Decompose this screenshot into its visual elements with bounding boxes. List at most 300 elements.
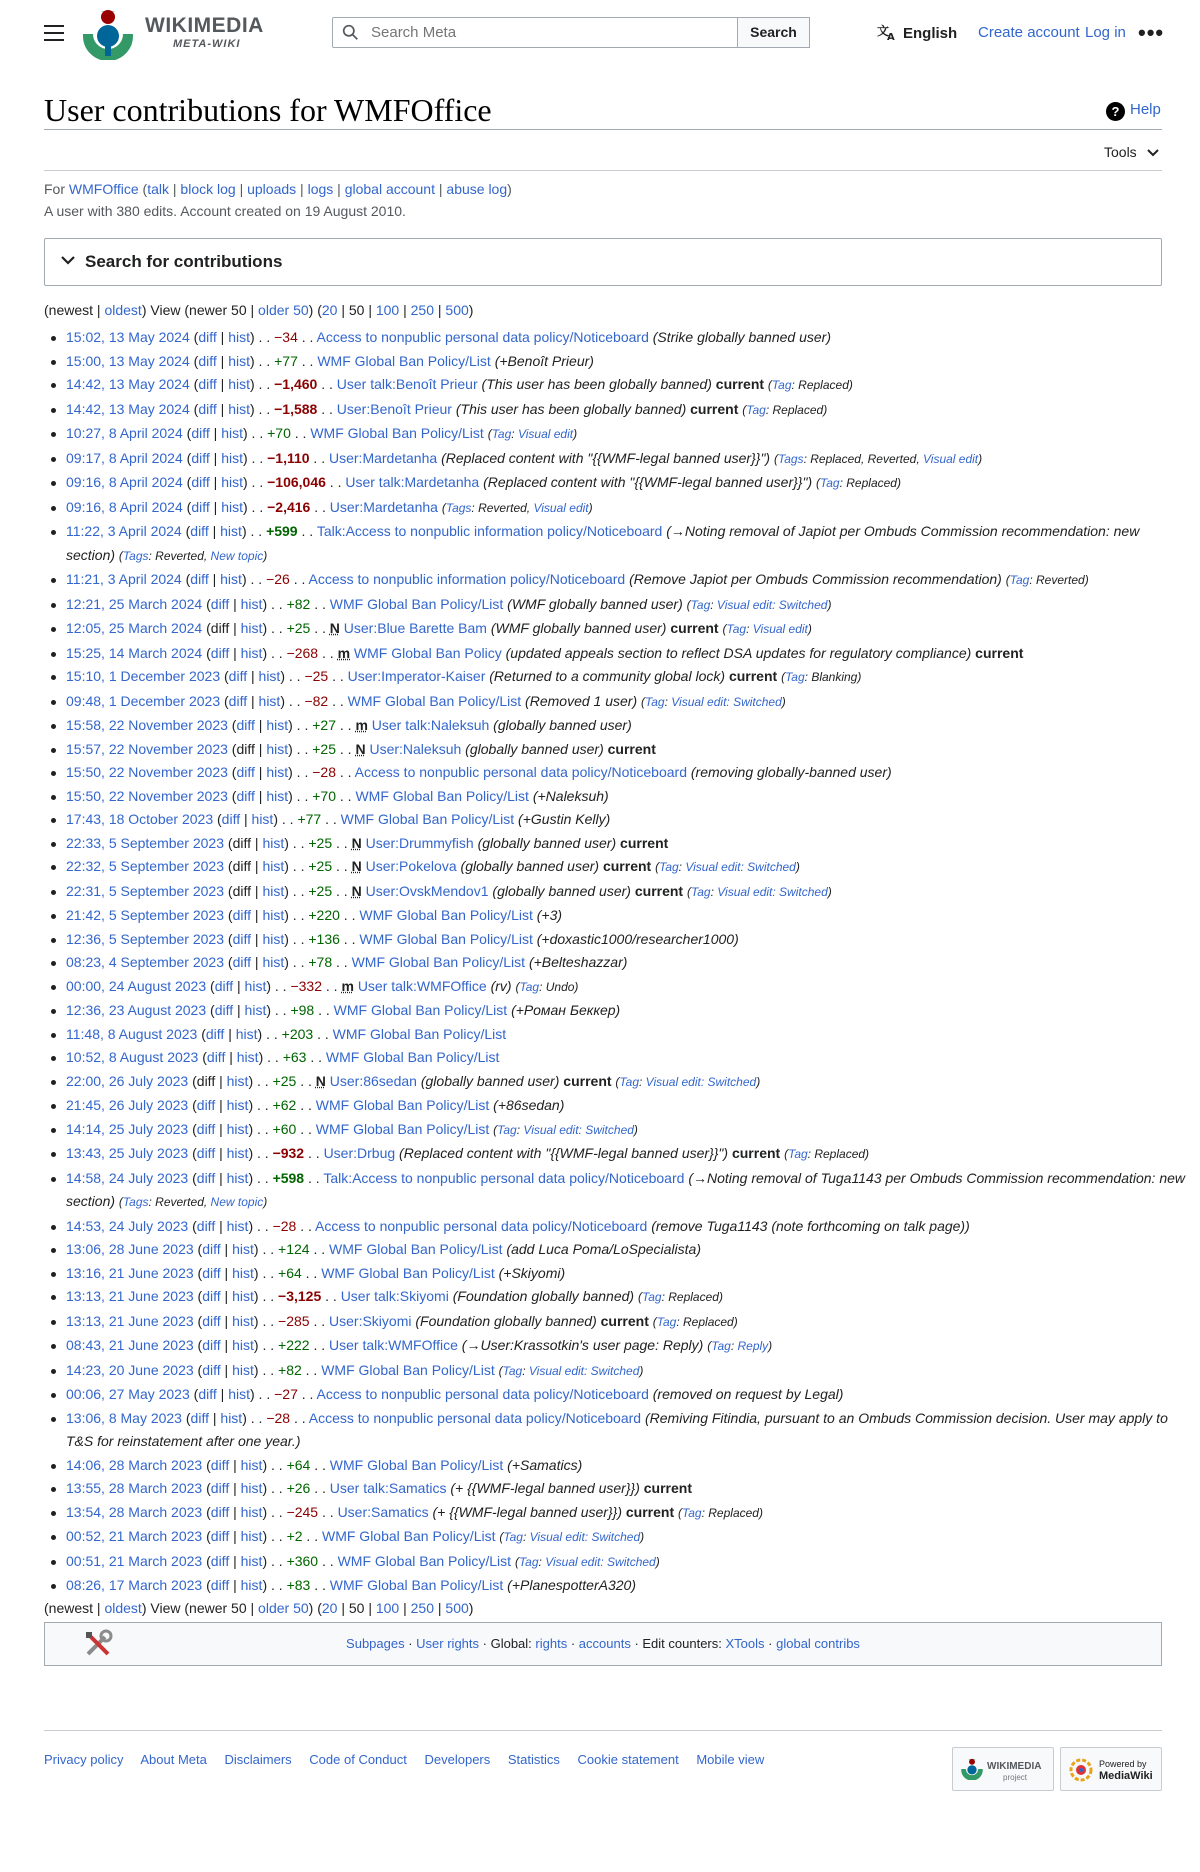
limit-250-link[interactable]: 250: [410, 1600, 434, 1616]
oldest-link[interactable]: oldest: [104, 302, 142, 318]
footer-link-mobile-view[interactable]: Mobile view: [696, 1752, 765, 1767]
diff-link[interactable]: diff: [191, 474, 210, 490]
older-link[interactable]: older 50: [258, 1600, 309, 1616]
diff-link[interactable]: diff: [202, 1241, 221, 1257]
older-link[interactable]: older 50: [258, 302, 309, 318]
hist-link[interactable]: hist: [244, 1002, 267, 1018]
hist-link[interactable]: hist: [232, 1361, 254, 1378]
footer-link-about[interactable]: About Meta: [140, 1752, 207, 1767]
hist-link[interactable]: hist: [262, 858, 285, 874]
logo-wordmark[interactable]: [145, 14, 264, 50]
tags-link[interactable]: Tag: [503, 1530, 523, 1544]
contribution-row: 17:43, 18 October 2023 (diff | hist) . . +77 . . WMF Global Ban Policy/List (+Gustin Kelly): [66, 808, 1186, 832]
hist-link[interactable]: hist: [262, 907, 285, 923]
page-link[interactable]: WMF Global Ban Policy/List: [321, 1264, 495, 1281]
diff-link[interactable]: diff: [210, 1552, 230, 1569]
revision-date-link[interactable]: 13:06, 8 May 2023: [66, 1409, 182, 1426]
diff-link[interactable]: diff: [236, 764, 255, 780]
revision-date-link[interactable]: 22:33, 5 September 2023: [66, 834, 225, 851]
diff-link[interactable]: diff: [190, 523, 209, 539]
footer-link-developers[interactable]: Developers: [424, 1752, 491, 1767]
diff-link[interactable]: diff: [196, 1097, 216, 1113]
size-diff: −285: [278, 1312, 310, 1329]
revision-date-link[interactable]: 15:25, 14 March 2024: [66, 644, 203, 661]
page-link[interactable]: WMF Global Ban Policy/List: [325, 1049, 500, 1065]
page-link[interactable]: User talk:Mardetanha: [345, 474, 480, 490]
revision-date-link[interactable]: 14:58, 24 July 2023: [66, 1169, 189, 1186]
hist-link[interactable]: hist: [228, 329, 250, 345]
size-diff: −28: [266, 1409, 291, 1426]
tags-link[interactable]: Tag: [502, 1363, 523, 1378]
revision-date-link[interactable]: 09:16, 8 April 2024: [66, 474, 183, 490]
diff-link[interactable]: diff: [228, 692, 248, 709]
revision-date-link[interactable]: 08:26, 17 March 2023: [66, 1577, 203, 1593]
revision-date-link[interactable]: 00:06, 27 May 2023: [66, 1386, 190, 1402]
edit-summary-text: +PlanespotterA320: [511, 1577, 632, 1593]
diff-link[interactable]: diff: [236, 717, 255, 733]
diff-link[interactable]: diff: [190, 571, 209, 587]
hist-link[interactable]: hist: [226, 1072, 249, 1089]
hist-link[interactable]: hist: [232, 1264, 254, 1281]
diff-link[interactable]: diff: [210, 1528, 230, 1544]
revision-date-link[interactable]: 13:43, 25 July 2023: [66, 1145, 189, 1161]
tags-link[interactable]: Tags: [122, 548, 149, 563]
contribution-row: 15:02, 13 May 2024 (diff | hist) . . −34 . . Access to nonpublic personal data policy/Noticeboard (Strike globally banned user): [66, 326, 1186, 350]
hist-link[interactable]: hist: [240, 620, 263, 636]
revision-date-link[interactable]: 08:43, 21 June 2023: [66, 1337, 194, 1353]
tags-link[interactable]: Tag: [641, 1290, 662, 1304]
hist-link[interactable]: hist: [262, 834, 285, 851]
hist-link[interactable]: hist: [232, 1312, 254, 1329]
page-link[interactable]: User talk:Naleksuh: [371, 717, 490, 733]
revision-date-link[interactable]: 09:48, 1 December 2023: [66, 692, 221, 709]
revision-date-link[interactable]: 13:16, 21 June 2023: [66, 1264, 194, 1281]
page-link[interactable]: WMF Global Ban Policy/List: [321, 1528, 496, 1544]
diff-link[interactable]: diff: [202, 1337, 221, 1353]
page-link[interactable]: User:OvskMendov1: [365, 882, 489, 899]
hist-link[interactable]: hist: [240, 1528, 263, 1544]
footer-link-cookie-statement[interactable]: Cookie statement: [577, 1752, 679, 1767]
page-link[interactable]: WMF Global Ban Policy/List: [315, 1097, 490, 1113]
diff-link[interactable]: diff: [196, 1169, 216, 1186]
diff-link[interactable]: diff: [198, 352, 217, 369]
page-link[interactable]: User:Skiyomi: [329, 1312, 412, 1329]
diff-link[interactable]: diff: [210, 1577, 230, 1593]
hist-link[interactable]: hist: [262, 930, 285, 947]
revision-date-link[interactable]: 12:36, 23 August 2023: [66, 1002, 207, 1018]
diff-link[interactable]: diff: [236, 787, 255, 804]
block-log-link[interactable]: block log: [180, 181, 236, 197]
revision-date-link[interactable]: 10:52, 8 August 2023: [66, 1049, 199, 1065]
hist-link[interactable]: hist: [258, 692, 281, 709]
revision-date-link[interactable]: 12:05, 25 March 2024: [66, 620, 203, 636]
diff-link[interactable]: diff: [191, 449, 210, 466]
page-link[interactable]: User:Samatics: [337, 1503, 429, 1520]
limit-20-link[interactable]: 20: [321, 1600, 338, 1616]
revision-date-link[interactable]: 15:57, 22 November 2023: [66, 740, 228, 757]
revision-date-link[interactable]: 14:14, 25 July 2023: [66, 1120, 189, 1137]
hist-link[interactable]: hist: [228, 1386, 250, 1402]
tag-item[interactable]: New topic: [210, 1195, 264, 1209]
tags-link[interactable]: Tag: [645, 694, 665, 709]
edit-summary: (→Noting removal of Japiot per Ombuds Commission recommendation: new section): [66, 523, 1140, 563]
limit-250-link[interactable]: 250: [410, 302, 434, 318]
tag-item[interactable]: Visual edit: Switched: [545, 1554, 656, 1569]
page-link[interactable]: User:Benoît Prieur: [336, 400, 452, 417]
revision-date-link[interactable]: 09:16, 8 April 2024: [66, 498, 183, 515]
hist-link[interactable]: hist: [266, 787, 289, 804]
page-link[interactable]: WMF Global Ban Policy/List: [310, 425, 484, 441]
revision-date-link[interactable]: 11:21, 3 April 2024: [66, 571, 182, 587]
hist-link[interactable]: hist: [220, 1409, 243, 1426]
diff-link[interactable]: diff: [191, 425, 210, 441]
tag-item[interactable]: Visual edit: [752, 622, 808, 636]
diff-link[interactable]: diff: [221, 811, 241, 827]
page-link[interactable]: WMF Global Ban Policy/List: [329, 595, 504, 612]
tag-item[interactable]: Visual edit: [922, 451, 979, 466]
page-link[interactable]: User:Mardetanha: [329, 498, 438, 515]
tags-link[interactable]: Tag: [619, 1074, 639, 1089]
diff-link[interactable]: diff: [210, 1503, 230, 1520]
tag-item[interactable]: Visual edit: Switched: [523, 1122, 634, 1137]
tags-link[interactable]: Tag: [497, 1122, 517, 1137]
edit-summary: (→User:Krassotkin's user page: Reply): [461, 1337, 704, 1353]
logs-link[interactable]: logs: [307, 181, 334, 197]
diff-link[interactable]: diff: [214, 1002, 234, 1018]
tag-item: Undo: [545, 979, 575, 994]
page-link[interactable]: User:Mardetanha: [329, 449, 438, 466]
tags-link[interactable]: Tags: [777, 451, 804, 466]
hist-link[interactable]: hist: [240, 595, 263, 612]
diff-link[interactable]: diff: [232, 930, 252, 947]
diff-link[interactable]: diff: [210, 1456, 230, 1473]
page-link[interactable]: WMF Global Ban Policy/List: [317, 352, 491, 369]
revision-date-link[interactable]: 15:00, 13 May 2024: [66, 352, 190, 369]
talk-link[interactable]: talk: [147, 181, 169, 197]
page-link[interactable]: WMF Global Ban Policy/List: [329, 1577, 504, 1593]
diff-link[interactable]: diff: [190, 1409, 209, 1426]
page-link[interactable]: User:Pokelova: [365, 858, 457, 874]
page-link[interactable]: WMF Global Ban Policy/List: [333, 1002, 508, 1018]
hist-link[interactable]: hist: [235, 1025, 258, 1042]
revision-date-link[interactable]: 14:06, 28 March 2023: [66, 1456, 203, 1473]
page-link[interactable]: Access to nonpublic personal data policy/Noticeboard: [316, 329, 649, 345]
hist-link[interactable]: hist: [236, 1049, 259, 1065]
hist-link[interactable]: hist: [226, 1169, 249, 1186]
diff-link[interactable]: diff: [210, 595, 230, 612]
search-button[interactable]: Search: [738, 17, 810, 48]
language-selector[interactable]: [877, 23, 957, 42]
uploads-link[interactable]: uploads: [247, 181, 297, 197]
diff-link[interactable]: diff: [198, 376, 217, 392]
tags-link[interactable]: Tag: [519, 979, 540, 994]
page-link[interactable]: Talk:Access to nonpublic personal data policy/Noticeboard: [323, 1169, 685, 1186]
limit-20-link[interactable]: 20: [321, 302, 338, 318]
page-link[interactable]: WMF Global Ban Policy/List: [329, 1241, 503, 1257]
diff-link[interactable]: diff: [191, 498, 210, 515]
tag-item[interactable]: Visual edit: Switched: [716, 597, 828, 612]
footer-link-privacy[interactable]: Privacy policy: [44, 1752, 124, 1767]
diff-link[interactable]: diff: [202, 1264, 221, 1281]
help-link[interactable]: [1106, 101, 1161, 121]
global-contribs-link[interactable]: global contribs: [776, 1636, 860, 1651]
powered-by-mediawiki-badge[interactable]: [1060, 1747, 1162, 1791]
oldest-link[interactable]: oldest: [104, 1600, 142, 1616]
revision-date-link[interactable]: 22:00, 26 July 2023: [66, 1072, 189, 1089]
limit-500-link[interactable]: 500: [445, 302, 469, 318]
revision-date-link[interactable]: 15:50, 22 November 2023: [66, 787, 228, 804]
footer-link-disclaimers[interactable]: Disclaimers: [224, 1752, 292, 1767]
tags-link[interactable]: Tag: [785, 670, 805, 684]
revision-date-link[interactable]: 13:13, 21 June 2023: [66, 1288, 194, 1304]
tag-item: Blanking: [811, 670, 858, 684]
page-link[interactable]: WMF Global Ban Policy/List: [321, 1361, 495, 1378]
page-link[interactable]: WMF Global Ban Policy/List: [351, 954, 526, 970]
diff-link[interactable]: diff: [228, 668, 248, 684]
global-accounts-link[interactable]: accounts: [578, 1636, 631, 1651]
page-link[interactable]: User talk:Skiyomi: [340, 1288, 449, 1304]
diff-link[interactable]: diff: [210, 644, 230, 661]
tags-link[interactable]: Tag: [656, 1314, 677, 1329]
hist-link[interactable]: hist: [240, 1577, 263, 1593]
page-link[interactable]: User:Drbug: [323, 1145, 396, 1161]
footer-link-code-of-conduct[interactable]: Code of Conduct: [309, 1752, 407, 1767]
tags-link[interactable]: Tag: [711, 1339, 731, 1353]
diff-link[interactable]: diff: [196, 1120, 216, 1137]
tag-item[interactable]: Visual edit: Switched: [645, 1074, 757, 1089]
diff-link[interactable]: diff: [202, 1312, 221, 1329]
page-link[interactable]: Access to nonpublic personal data policy/Noticeboard: [354, 764, 687, 780]
tag-item[interactable]: Visual edit: Switched: [671, 694, 782, 709]
hist-link[interactable]: hist: [228, 400, 250, 417]
tools-menu[interactable]: [1104, 144, 1159, 160]
revision-date-link[interactable]: 17:43, 18 October 2023: [66, 811, 214, 827]
page-link[interactable]: User talk:Benoît Prieur: [336, 376, 478, 392]
xtools-link[interactable]: XTools: [725, 1636, 765, 1651]
tag-item: Reverted: [155, 548, 204, 563]
tags-link[interactable]: Tags: [122, 1195, 149, 1209]
diff-link[interactable]: diff: [198, 400, 217, 417]
diff-link[interactable]: diff: [196, 1217, 216, 1234]
tags-link[interactable]: Tag: [682, 1505, 702, 1520]
revision-date-link[interactable]: 15:58, 22 November 2023: [66, 717, 228, 733]
tags-link[interactable]: Tag: [659, 860, 679, 874]
hist-link[interactable]: hist: [221, 425, 243, 441]
hist-link[interactable]: hist: [226, 1097, 249, 1113]
tags-link[interactable]: Tag: [788, 1147, 808, 1161]
wikimedia-logo-icon[interactable]: [82, 8, 134, 60]
abuse-log-link[interactable]: abuse log: [446, 181, 508, 197]
page-link[interactable]: WMF Global Ban Policy/List: [359, 930, 533, 947]
limit-100-link[interactable]: 100: [375, 1600, 400, 1616]
hist-link[interactable]: hist: [266, 764, 289, 780]
create-account-link[interactable]: Create account: [978, 24, 1080, 41]
page-link[interactable]: User:Naleksuh: [369, 740, 462, 757]
tags-link[interactable]: Tag: [1009, 573, 1030, 587]
tag-item[interactable]: Visual edit: Switched: [685, 860, 796, 874]
pager-nav-bottom: (newest | oldest) View (newer 50 | older 50) (20 | 50 | 100 | 250 | 500): [44, 1600, 474, 1616]
page-link[interactable]: User:Blue Barette Bam: [343, 620, 487, 636]
page-link[interactable]: WMF Global Ban Policy/List: [337, 1552, 512, 1569]
page-link[interactable]: WMF Global Ban Policy/List: [340, 811, 515, 827]
hist-link[interactable]: hist: [232, 1337, 254, 1353]
hist-link[interactable]: hist: [221, 449, 243, 466]
wikimedia-logo-icon: [961, 1758, 983, 1780]
hist-link[interactable]: hist: [258, 668, 281, 684]
hist-link[interactable]: hist: [240, 1552, 263, 1569]
diff-link[interactable]: diff: [206, 1049, 226, 1065]
page-link[interactable]: WMF Global Ban Policy/List: [359, 907, 533, 923]
revision-date-link[interactable]: 09:17, 8 April 2024: [66, 449, 183, 466]
tags-link[interactable]: Tag: [690, 597, 711, 612]
page-link[interactable]: User:Imperator-Kaiser: [347, 668, 486, 684]
page-link[interactable]: User:Drummyfish: [365, 834, 474, 851]
hist-link[interactable]: hist: [226, 1145, 249, 1161]
hist-link[interactable]: hist: [251, 811, 274, 827]
page-link[interactable]: WMF Global Ban Policy/List: [332, 1025, 507, 1042]
revision-date-link[interactable]: 14:23, 20 June 2023: [66, 1361, 194, 1378]
more-options-icon[interactable]: •••: [1138, 20, 1165, 45]
revision-date-link[interactable]: 00:00, 24 August 2023: [66, 977, 207, 994]
revision-date-link[interactable]: 13:06, 28 June 2023: [66, 1241, 194, 1257]
page-link[interactable]: WMF Global Ban Policy/List: [329, 1456, 504, 1473]
hist-link[interactable]: hist: [244, 977, 267, 994]
diff-link[interactable]: diff: [205, 1025, 225, 1042]
tags-link[interactable]: Tag: [518, 1554, 539, 1569]
revision-date-link[interactable]: 13:13, 21 June 2023: [66, 1312, 194, 1329]
log-in-link[interactable]: Log in: [1085, 24, 1126, 41]
tags-link[interactable]: Tag: [726, 622, 747, 636]
tags-link[interactable]: Tag: [771, 378, 792, 392]
search-contributions-panel[interactable]: [44, 238, 1162, 286]
revision-date-link[interactable]: 12:21, 25 March 2024: [66, 595, 203, 612]
hist-link[interactable]: hist: [228, 352, 250, 369]
hist-link[interactable]: hist: [226, 1217, 249, 1234]
tag-item[interactable]: Visual edit: [517, 427, 574, 441]
page-link[interactable]: User talk:WMFOffice: [357, 977, 487, 994]
diff-link[interactable]: diff: [198, 329, 217, 345]
global-rights-link[interactable]: rights: [535, 1636, 568, 1651]
diff-link[interactable]: diff: [232, 907, 252, 923]
search-input[interactable]: [369, 23, 733, 42]
page-link[interactable]: WMF Global Ban Policy/List: [355, 787, 529, 804]
revision-date-link[interactable]: 12:36, 5 September 2023: [66, 930, 225, 947]
hist-link[interactable]: hist: [220, 523, 242, 539]
revision-date-link[interactable]: 11:48, 8 August 2023: [66, 1025, 198, 1042]
hist-link[interactable]: hist: [266, 740, 289, 757]
revision-date-link[interactable]: 10:27, 8 April 2024: [66, 425, 183, 441]
revision-date-link[interactable]: 08:23, 4 September 2023: [66, 954, 225, 970]
tag-item[interactable]: Visual edit: Switched: [529, 1530, 641, 1544]
hist-link[interactable]: hist: [240, 1503, 263, 1520]
diff-link[interactable]: diff: [202, 1361, 221, 1378]
tags-link[interactable]: Tag: [746, 402, 766, 417]
hist-link[interactable]: hist: [262, 954, 285, 970]
edit-summary: (removed on request by Legal): [652, 1386, 844, 1402]
revision-date-link[interactable]: 13:55, 28 March 2023: [66, 1480, 203, 1496]
tag-item[interactable]: New topic: [210, 548, 264, 563]
page-link[interactable]: User talk:WMFOffice: [329, 1337, 458, 1353]
tags-link[interactable]: Tag: [820, 476, 840, 490]
page-link[interactable]: WMF Global Ban Policy: [353, 644, 502, 661]
revision-date-link[interactable]: 14:53, 24 July 2023: [66, 1217, 189, 1234]
hist-link[interactable]: hist: [221, 474, 243, 490]
diff-link[interactable]: diff: [196, 1145, 216, 1161]
user-link[interactable]: WMFOffice: [68, 181, 139, 197]
revision-date-link[interactable]: 14:42, 13 May 2024: [66, 400, 190, 417]
diff-link[interactable]: diff: [232, 954, 252, 970]
tag-item[interactable]: Visual edit: Switched: [528, 1363, 640, 1378]
page-link[interactable]: User:86sedan: [329, 1072, 417, 1089]
main-menu-icon[interactable]: [44, 25, 64, 41]
global-account-link[interactable]: global account: [344, 181, 435, 197]
revision-date-link[interactable]: 21:42, 5 September 2023: [66, 907, 225, 923]
page-link[interactable]: Access to nonpublic personal data policy/Noticeboard: [316, 1386, 649, 1402]
revision-date-link[interactable]: 15:02, 13 May 2024: [66, 329, 190, 345]
revision-date-link[interactable]: 00:51, 21 March 2023: [66, 1552, 203, 1569]
diff-link[interactable]: diff: [202, 1288, 221, 1304]
revision-date-link[interactable]: 22:32, 5 September 2023: [66, 858, 225, 874]
size-diff: +64: [286, 1456, 311, 1473]
tag-item[interactable]: Visual edit: Switched: [717, 884, 828, 899]
tags-link[interactable]: Tag: [690, 884, 711, 899]
hist-link[interactable]: hist: [266, 717, 289, 733]
limit-500-link[interactable]: 500: [445, 1600, 469, 1616]
tags-link[interactable]: Tag: [491, 427, 512, 441]
hist-link[interactable]: hist: [232, 1288, 254, 1304]
revision-date-link[interactable]: 14:42, 13 May 2024: [66, 376, 190, 392]
hist-link[interactable]: hist: [240, 1456, 263, 1473]
page-link[interactable]: Access to nonpublic information policy/Noticeboard: [308, 571, 626, 587]
revision-date-link[interactable]: 21:45, 26 July 2023: [66, 1097, 189, 1113]
hist-link[interactable]: hist: [262, 882, 285, 899]
page-link[interactable]: WMF Global Ban Policy/List: [315, 1120, 490, 1137]
tag-list: (Tag: Visual edit: Switched): [514, 1554, 660, 1569]
revision-date-link[interactable]: 15:50, 22 November 2023: [66, 764, 228, 780]
revision-date-link[interactable]: 22:31, 5 September 2023: [66, 882, 225, 899]
tag-item[interactable]: Visual edit: [533, 500, 589, 515]
hist-link[interactable]: hist: [240, 1480, 263, 1496]
page-link[interactable]: Talk:Access to nonpublic information policy/Noticeboard: [316, 523, 663, 539]
hist-link[interactable]: hist: [226, 1120, 249, 1137]
user-rights-link[interactable]: User rights: [416, 1636, 480, 1651]
limit-100-link[interactable]: 100: [375, 302, 400, 318]
contribution-row: 14:23, 20 June 2023 (diff | hist) . . +82 . . WMF Global Ban Policy/List (Tag: Visual edit: Switched): [66, 1359, 1186, 1384]
revision-date-link[interactable]: 00:52, 21 March 2023: [66, 1528, 203, 1544]
hist-link[interactable]: hist: [220, 571, 242, 587]
revision-date-link[interactable]: 13:54, 28 March 2023: [66, 1503, 203, 1520]
diff-link[interactable]: diff: [210, 1480, 230, 1496]
revision-date-link[interactable]: 15:10, 1 December 2023: [66, 668, 221, 684]
subpages-link[interactable]: Subpages: [346, 1636, 405, 1651]
hist-link[interactable]: hist: [232, 1241, 254, 1257]
page-link[interactable]: WMF Global Ban Policy/List: [347, 692, 522, 709]
tag-item[interactable]: Reply: [737, 1339, 769, 1353]
page-link[interactable]: User talk:Samatics: [329, 1480, 447, 1496]
edit-summary: (+86sedan): [493, 1097, 565, 1113]
diff-link[interactable]: diff: [198, 1386, 217, 1402]
diff-link[interactable]: diff: [214, 977, 234, 994]
hist-link[interactable]: hist: [228, 376, 250, 392]
revision-date-link[interactable]: 11:22, 3 April 2024: [66, 523, 182, 539]
tags-link[interactable]: Tags: [445, 500, 472, 515]
wikimedia-project-badge[interactable]: [952, 1747, 1054, 1791]
footer-link-statistics[interactable]: Statistics: [507, 1752, 560, 1767]
hist-link[interactable]: hist: [240, 644, 263, 661]
page-link[interactable]: Access to nonpublic personal data policy/Noticeboard: [315, 1217, 648, 1234]
page-link[interactable]: Access to nonpublic personal data policy/Noticeboard: [308, 1409, 642, 1426]
hist-link[interactable]: hist: [221, 498, 243, 515]
